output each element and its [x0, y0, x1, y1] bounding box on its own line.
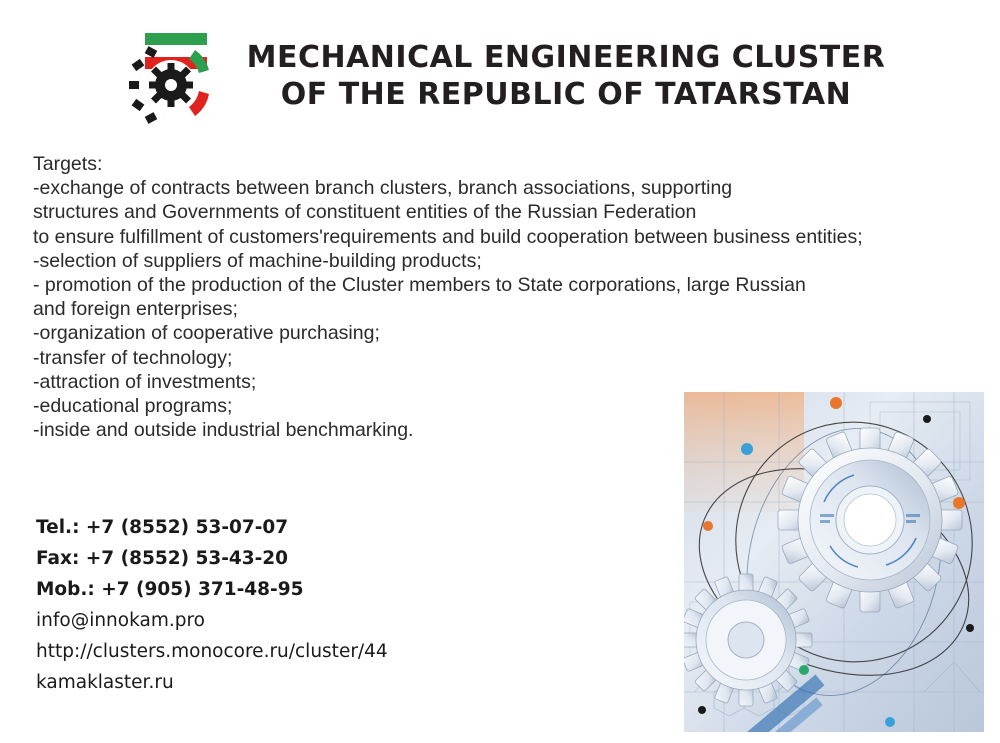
targets-item: and foreign enterprises; — [33, 298, 238, 321]
targets-item: -inside and outside industrial benchmarking. — [33, 419, 414, 442]
contact-fax: Fax: +7 (8552) 53-43-20 — [36, 548, 289, 569]
targets-heading: Targets: — [33, 153, 103, 175]
targets-item: -organization of cooperative purchasing; — [33, 322, 380, 345]
contact-email[interactable]: info@innokam.pro — [36, 610, 205, 631]
logo-graphic — [115, 29, 233, 125]
contact-mobile: Mob.: +7 (905) 371-48-95 — [36, 579, 304, 600]
targets-item: -exchange of contracts between branch clusters, branch associations, supporting — [33, 177, 733, 200]
header — [0, 22, 1000, 132]
targets-item: -educational programs; — [33, 395, 233, 418]
targets-item: - promotion of the production of the Cluster members to State corporations, large Russian — [33, 274, 806, 297]
title-line-1: MECHANICAL ENGINEERING CLUSTER — [246, 40, 886, 76]
page-title — [247, 40, 886, 113]
photo-graphic — [684, 392, 984, 732]
title-line-2: OF THE REPUBLIC OF TATARSTAN — [280, 77, 852, 112]
contacts-block — [36, 512, 496, 698]
contact-website[interactable]: kamaklaster.ru — [36, 672, 174, 693]
targets-item: to ensure fulfillment of customers'requirements and build cooperation between business entities; — [33, 225, 863, 248]
targets-item: -attraction of investments; — [33, 370, 257, 393]
contact-cluster-url[interactable]: http://clusters.monocore.ru/cluster/44 — [36, 641, 388, 662]
targets-item: -transfer of technology; — [33, 346, 233, 369]
targets-item: -selection of suppliers of machine-building products; — [33, 249, 482, 272]
industrial-gears-technology-illustration — [684, 392, 984, 732]
contact-tel: Tel.: +7 (8552) 53-07-07 — [36, 517, 289, 538]
gear-cluster-logo — [115, 29, 233, 125]
targets-item: structures and Governments of constituent entities of the Russian Federation — [33, 201, 697, 224]
